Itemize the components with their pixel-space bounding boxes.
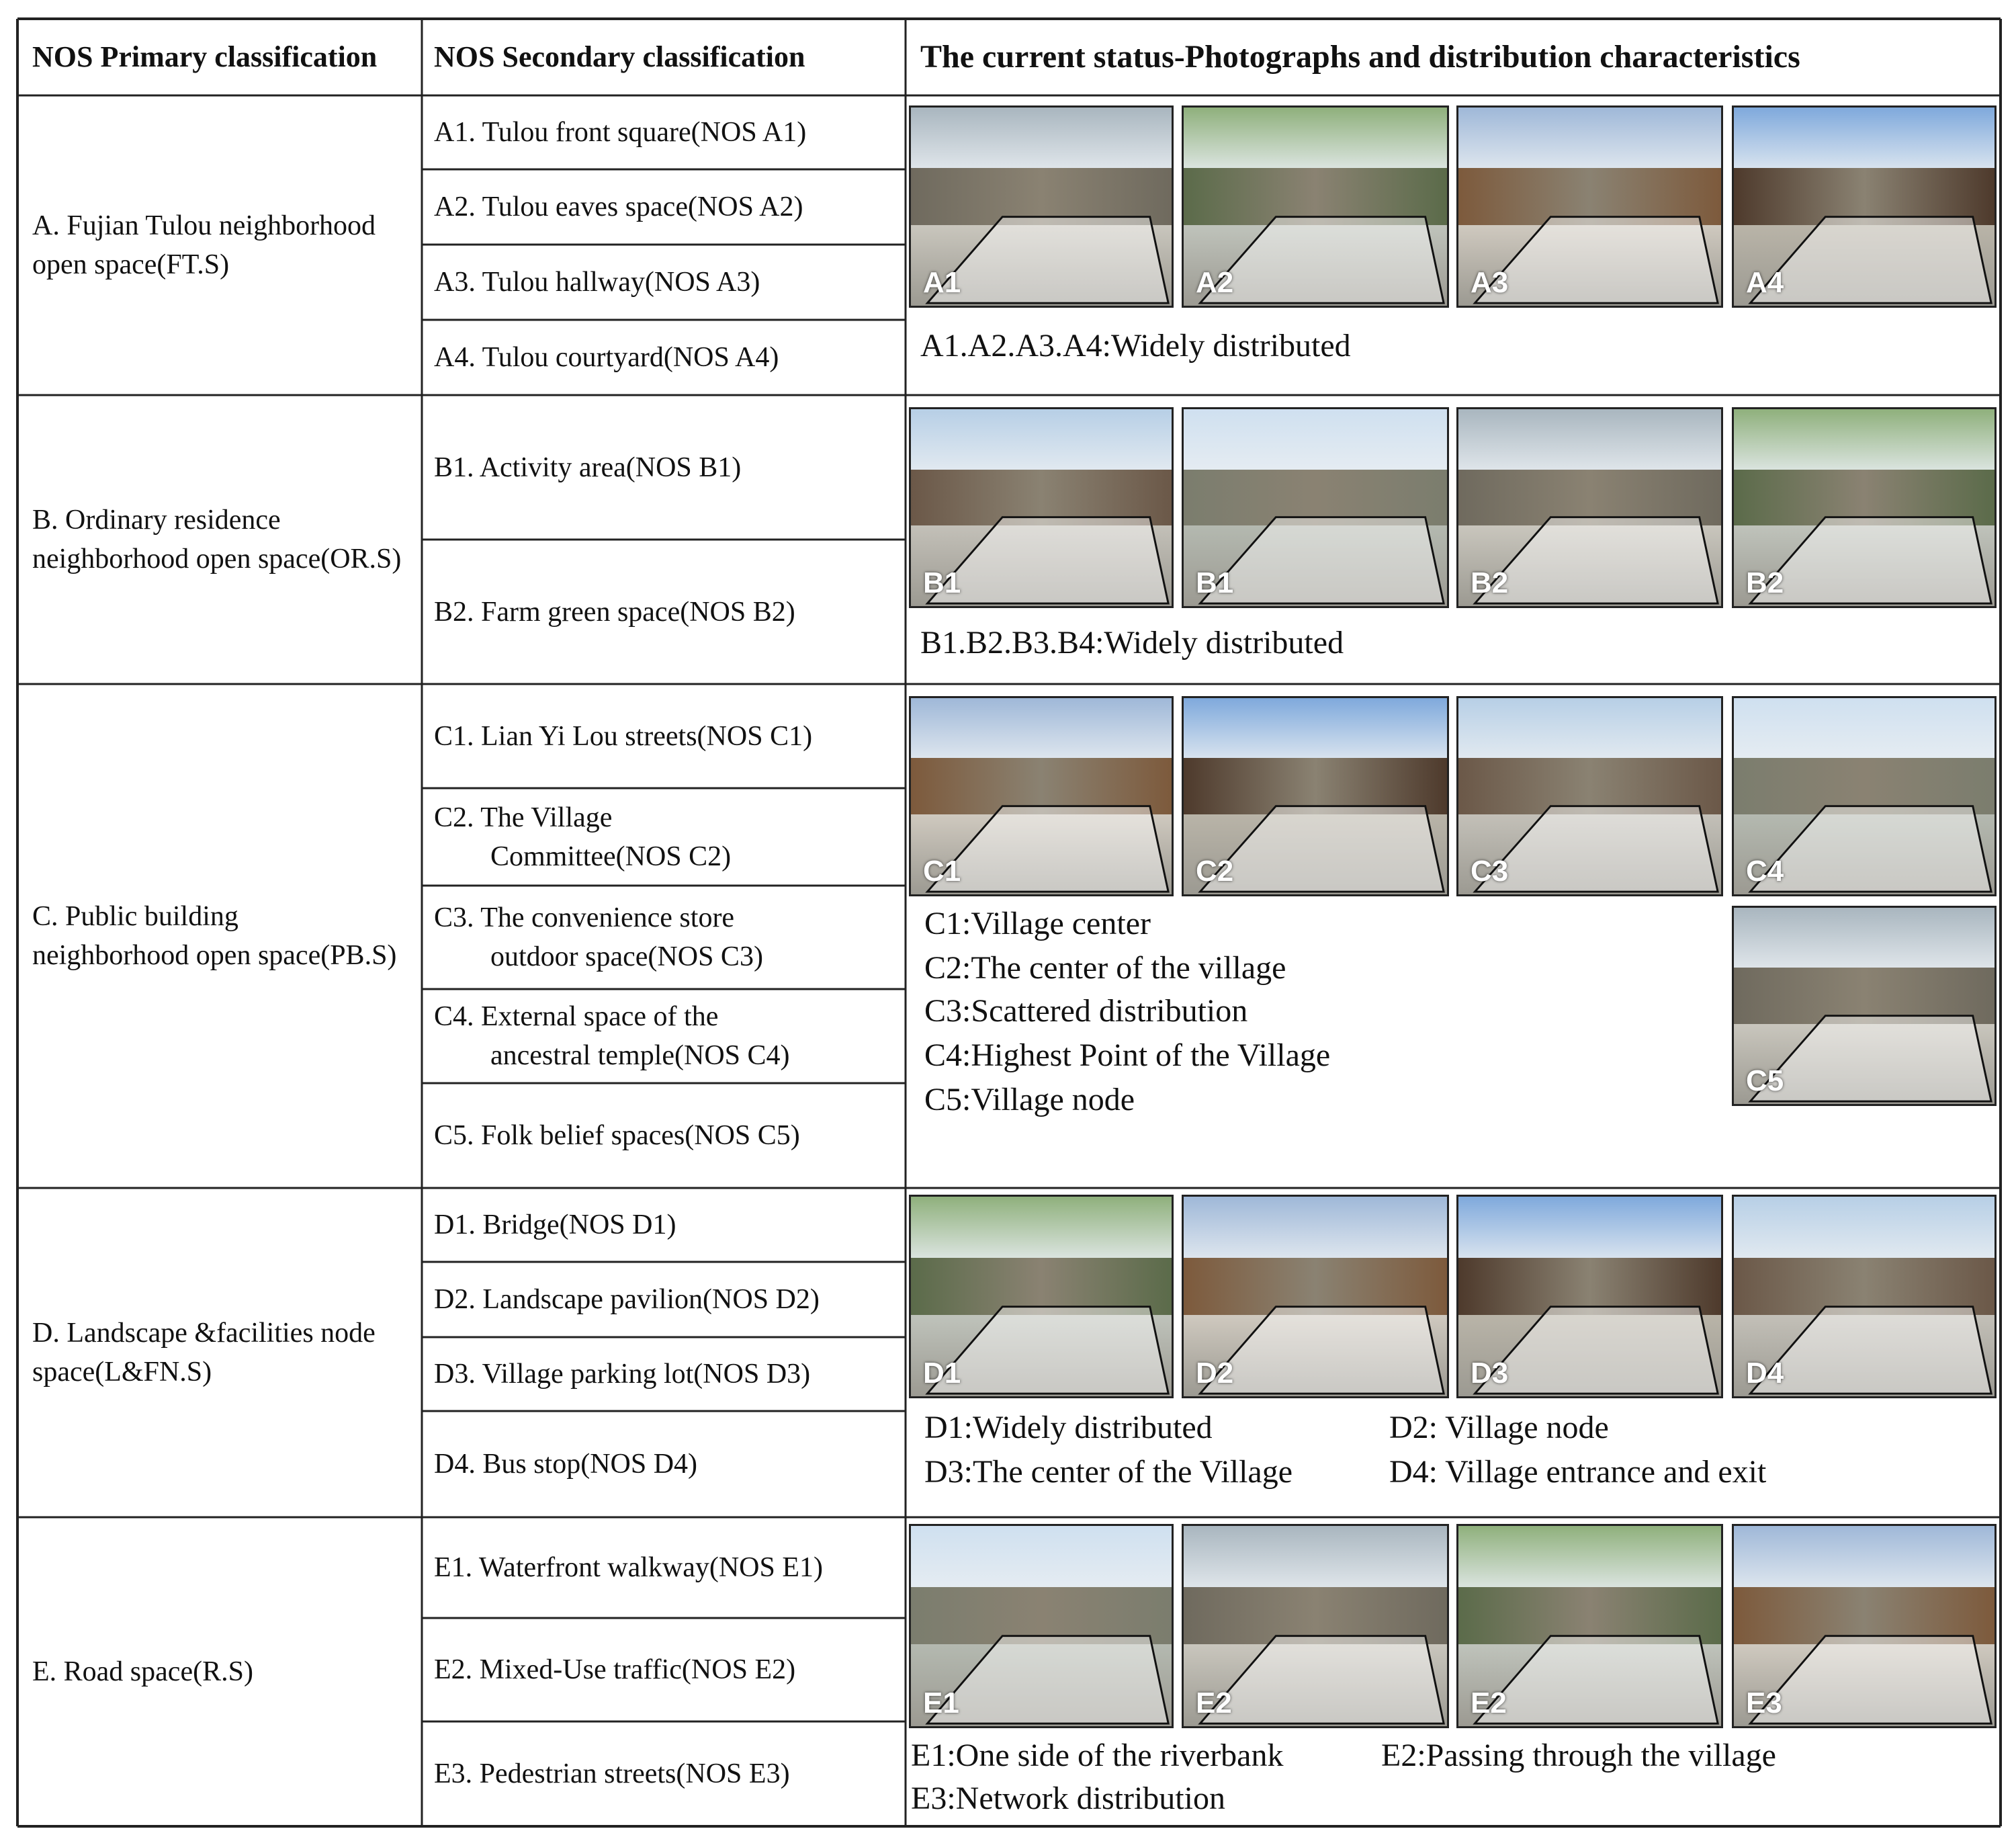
distribution-note: D2: Village node xyxy=(1389,1410,1609,1445)
photo-label: B1 xyxy=(1196,566,1234,599)
secondary-classification-label: A1. Tulou front square(NOS A1) xyxy=(434,117,807,148)
photo-label: A4 xyxy=(1746,266,1784,299)
photo-label: D1 xyxy=(923,1357,961,1390)
photo-label: D4 xyxy=(1746,1357,1784,1390)
distribution-note: E1:One side of the riverbank xyxy=(911,1738,1284,1773)
primary-classification-label: D. Landscape &facilities node space(L&FN.S) xyxy=(32,1318,376,1388)
photo xyxy=(909,1195,1174,1398)
photo xyxy=(1456,1524,1723,1728)
primary-classification xyxy=(17,684,422,1188)
secondary-classification-label: C5. Folk belief spaces(NOS C5) xyxy=(434,1120,800,1151)
secondary-classification-label: A2. Tulou eaves space(NOS A2) xyxy=(434,191,803,222)
distribution-note: C3:Scattered distribution xyxy=(924,993,1248,1029)
secondary-classification xyxy=(422,320,906,395)
secondary-classification xyxy=(422,684,906,788)
photo xyxy=(909,105,1174,308)
photo xyxy=(909,696,1174,896)
photo-label: C2 xyxy=(1196,855,1234,888)
secondary-classification-label: C1. Lian Yi Lou streets(NOS C1) xyxy=(434,720,813,752)
secondary-classification-label: B2. Farm green space(NOS B2) xyxy=(434,596,795,628)
secondary-classification-label xyxy=(434,798,731,876)
secondary-classification xyxy=(422,1337,906,1411)
secondary-classification xyxy=(422,395,906,540)
distribution-note: D4: Village entrance and exit xyxy=(1389,1454,1767,1490)
secondary-classification-label: B1. Activity area(NOS B1) xyxy=(434,452,742,483)
photo xyxy=(1732,1195,1997,1398)
photo-label: E3 xyxy=(1746,1687,1782,1719)
secondary-classification xyxy=(422,245,906,320)
header-status xyxy=(906,19,2001,95)
secondary-classification-label: A3. Tulou hallway(NOS A3) xyxy=(434,267,760,298)
label-line: C2. The Village xyxy=(434,802,613,833)
secondary-classification xyxy=(422,169,906,245)
secondary-classification-label: D3. Village parking lot(NOS D3) xyxy=(434,1359,811,1390)
secondary-classification-label: D1. Bridge(NOS D1) xyxy=(434,1209,676,1240)
secondary-classification xyxy=(422,1262,906,1337)
secondary-classification xyxy=(422,95,906,169)
photo xyxy=(1182,1524,1449,1728)
distribution-note: D1:Widely distributed xyxy=(924,1410,1213,1445)
primary-classification xyxy=(17,1188,422,1517)
secondary-classification-label: D4. Bus stop(NOS D4) xyxy=(434,1449,698,1480)
photo xyxy=(909,407,1174,608)
photo-label: E1 xyxy=(923,1687,959,1719)
distribution-note: C5:Village node xyxy=(924,1082,1135,1117)
photo-label: E2 xyxy=(1471,1687,1507,1719)
primary-classification xyxy=(17,395,422,684)
primary-classification-label: A. Fujian Tulou neighborhood open space(FT.S) xyxy=(32,210,376,280)
header-status-label: The current status-Photographs and distribution characteristics xyxy=(920,39,1800,75)
photo xyxy=(1456,407,1723,608)
distribution-note: C2:The center of the village xyxy=(924,950,1286,986)
secondary-classification-label xyxy=(434,898,763,976)
secondary-classification xyxy=(422,1721,906,1826)
distribution-note: C1:Village center xyxy=(924,906,1151,941)
primary-classification xyxy=(17,95,422,395)
distribution-note: E2:Passing through the village xyxy=(1381,1738,1776,1773)
header-secondary-label: NOS Secondary classification xyxy=(434,40,805,73)
secondary-classification xyxy=(422,788,906,886)
photo xyxy=(1456,696,1723,896)
photo xyxy=(1182,407,1449,608)
primary-classification-label: C. Public building neighborhood open space(PB.S) xyxy=(32,901,397,971)
distribution-note: A1.A2.A3.A4:Widely distributed xyxy=(920,328,1351,364)
secondary-classification-label: D2. Landscape pavilion(NOS D2) xyxy=(434,1284,820,1315)
label-line: C4. External space of the xyxy=(434,1001,719,1032)
photo xyxy=(1182,105,1449,308)
secondary-classification xyxy=(422,540,906,684)
photo-label: A1 xyxy=(923,266,961,299)
secondary-classification-label: E1. Waterfront walkway(NOS E1) xyxy=(434,1552,824,1583)
primary-classification-label: B. Ordinary residence neighborhood open space(OR.S) xyxy=(32,505,402,574)
photo-label: A2 xyxy=(1196,266,1234,299)
photo-label: A3 xyxy=(1471,266,1509,299)
photo-label: C4 xyxy=(1746,855,1784,888)
photo-label: D2 xyxy=(1196,1357,1234,1390)
photo-label: B2 xyxy=(1746,566,1784,599)
distribution-note: E3:Network distribution xyxy=(911,1781,1225,1816)
header-primary xyxy=(17,19,422,95)
label-line: Committee(NOS C2) xyxy=(490,841,732,872)
primary-classification-label: E. Road space(R.S) xyxy=(32,1656,253,1687)
photo xyxy=(1732,407,1997,608)
header-secondary xyxy=(422,19,906,95)
photo xyxy=(1456,105,1723,308)
secondary-classification-label: E3. Pedestrian streets(NOS E3) xyxy=(434,1758,790,1789)
photo xyxy=(1456,1195,1723,1398)
secondary-classification xyxy=(422,989,906,1083)
secondary-classification xyxy=(422,1188,906,1262)
photo-label: D3 xyxy=(1471,1357,1509,1390)
photo xyxy=(1732,1524,1997,1728)
secondary-classification xyxy=(422,1618,906,1721)
secondary-classification-label: E2. Mixed-Use traffic(NOS E2) xyxy=(434,1654,796,1685)
label-line: C3. The convenience store xyxy=(434,902,735,933)
photo-label: C5 xyxy=(1746,1064,1784,1097)
distribution-note: B1.B2.B3.B4:Widely distributed xyxy=(920,625,1344,661)
header-primary-label: NOS Primary classification xyxy=(32,40,378,73)
secondary-classification-label: A4. Tulou courtyard(NOS A4) xyxy=(434,342,779,373)
photo xyxy=(1732,105,1997,308)
photo-label: C3 xyxy=(1471,855,1509,888)
photo-label: B2 xyxy=(1471,566,1509,599)
distribution-note: D3:The center of the Village xyxy=(924,1454,1293,1490)
photo xyxy=(909,1524,1174,1728)
label-line: ancestral temple(NOS C4) xyxy=(490,1040,790,1071)
photo xyxy=(1732,906,1997,1106)
photo-label: E2 xyxy=(1196,1687,1232,1719)
label-line: outdoor space(NOS C3) xyxy=(490,941,763,972)
secondary-classification xyxy=(422,1517,906,1618)
secondary-classification xyxy=(422,1411,906,1517)
primary-classification xyxy=(17,1517,422,1826)
secondary-classification-label xyxy=(434,997,790,1075)
secondary-classification xyxy=(422,886,906,989)
photo xyxy=(1182,696,1449,896)
photo xyxy=(1182,1195,1449,1398)
distribution-note: C4:Highest Point of the Village xyxy=(924,1037,1331,1073)
photo-label: C1 xyxy=(923,855,961,888)
photo-label: B1 xyxy=(923,566,961,599)
photo xyxy=(1732,696,1997,896)
secondary-classification xyxy=(422,1083,906,1188)
